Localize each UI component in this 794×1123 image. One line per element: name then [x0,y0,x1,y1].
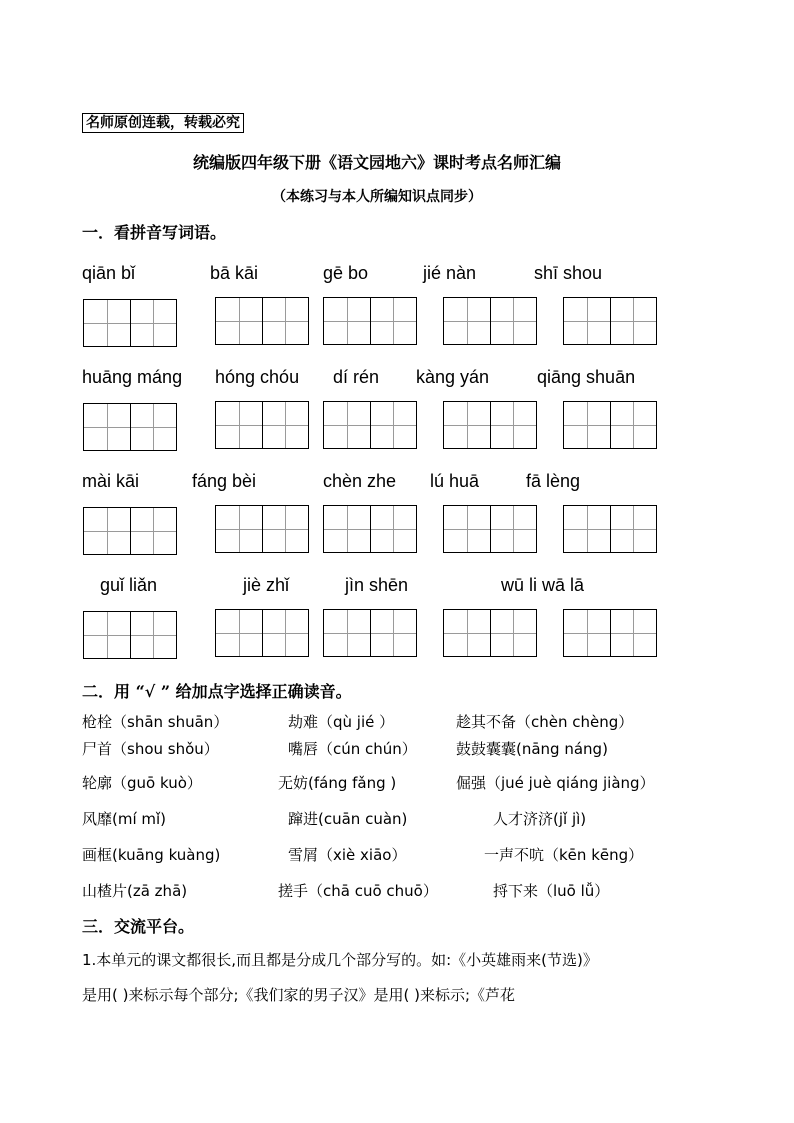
reading-choice-item[interactable]: 捋下来（luō lǚ） [493,882,610,900]
section-3-heading: 三．交流平台。 [82,917,195,936]
pinyin-label: jiè zhǐ [243,575,290,595]
writing-grid[interactable] [443,505,537,552]
pinyin-label: shī shou [534,263,603,283]
reading-choice-item[interactable]: 尸首（shou shǒu） [82,740,219,758]
reading-choice-item[interactable]: 画框(kuāng kuàng) [82,846,221,864]
section-1-heading: 一．看拼音写词语。 [82,223,227,242]
pinyin-label: kàng yán [416,367,490,387]
reading-choice-item[interactable]: 嘴唇（cún chún） [288,740,417,758]
writing-grid[interactable] [443,609,537,656]
pinyin-label: chèn zhe [323,471,397,491]
reading-choice-item[interactable]: 轮廓（guō kuò） [82,774,202,792]
reading-choice-item[interactable]: 风靡(mí mǐ) [82,810,167,828]
writing-grid[interactable] [563,297,657,344]
reading-choice-item[interactable]: 蹿进(cuān cuàn) [288,810,408,828]
pinyin-label: huāng máng [82,367,183,387]
writing-grid[interactable] [323,505,417,552]
pinyin-label: guǐ liǎn [100,575,158,595]
writing-grid[interactable] [443,401,537,448]
copyright-notice: 名师原创连载，转载必究 [82,113,244,133]
writing-grid[interactable] [83,299,177,346]
section-2-heading: 二．用 “√ ” 给加点字选择正确读音。 [82,682,352,701]
pinyin-label: bā kāi [210,263,259,283]
writing-grid[interactable] [443,297,537,344]
pinyin-label: jié nàn [423,263,477,283]
pinyin-label: gē bo [323,263,369,283]
reading-choice-item[interactable]: 雪屑（xiè xiāo） [288,846,407,864]
writing-grid[interactable] [323,401,417,448]
writing-grid[interactable] [323,609,417,656]
pinyin-label: fáng bèi [192,471,257,491]
writing-grid[interactable] [323,297,417,344]
worksheet-subtitle: （本练习与本人所编知识点同步） [272,189,482,205]
reading-choice-item[interactable]: 人才济济(jǐ jì) [493,810,587,828]
reading-choice-item[interactable]: 劫难（qù jié ） [288,713,395,731]
pinyin-label: qiān bǐ [82,263,136,283]
pinyin-label: dí rén [333,367,380,387]
writing-grid[interactable] [83,403,177,450]
writing-grid[interactable] [563,609,657,656]
writing-grid[interactable] [83,507,177,554]
pinyin-label: mài kāi [82,471,140,491]
worksheet-title: 统编版四年级下册《语文园地六》课时考点名师汇编 [192,153,561,172]
exercise-text: 1.本单元的课文都很长,而且都是分成几个部分写的。如:《小英雄雨来(节选)》 [82,951,598,969]
writing-grid[interactable] [215,609,309,656]
writing-grid[interactable] [563,401,657,448]
reading-choice-item[interactable]: 鼓鼓囊囊(nāng náng) [456,740,608,758]
reading-choice-item[interactable]: 枪栓（shān shuān） [82,713,229,731]
pinyin-label: hóng chóu [215,367,300,387]
pinyin-label: jìn shēn [345,575,409,595]
writing-grid[interactable] [215,505,309,552]
pinyin-label: fā lèng [526,471,581,491]
writing-grid[interactable] [215,297,309,344]
pinyin-label: wū li wā lā [501,575,585,595]
reading-choice-item[interactable]: 无妨(fáng fǎng ) [278,774,397,792]
writing-grid[interactable] [83,611,177,658]
reading-choice-item[interactable]: 一声不吭（kēn kēng） [484,846,644,864]
writing-grid[interactable] [563,505,657,552]
reading-choice-item[interactable]: 搓手（chā cuō chuō） [278,882,438,900]
pinyin-label: lú huā [430,471,480,491]
reading-choice-item[interactable]: 山楂片(zā zhā) [82,882,188,900]
writing-grid[interactable] [215,401,309,448]
reading-choice-item[interactable]: 倔强（jué juè qiáng jiàng） [456,774,655,792]
exercise-text: 是用( )来标示每个部分;《我们家的男子汉》是用( )来标示;《芦花 [82,986,516,1004]
pinyin-label: qiāng shuān [537,367,636,387]
reading-choice-item[interactable]: 趁其不备（chèn chèng） [456,713,634,731]
